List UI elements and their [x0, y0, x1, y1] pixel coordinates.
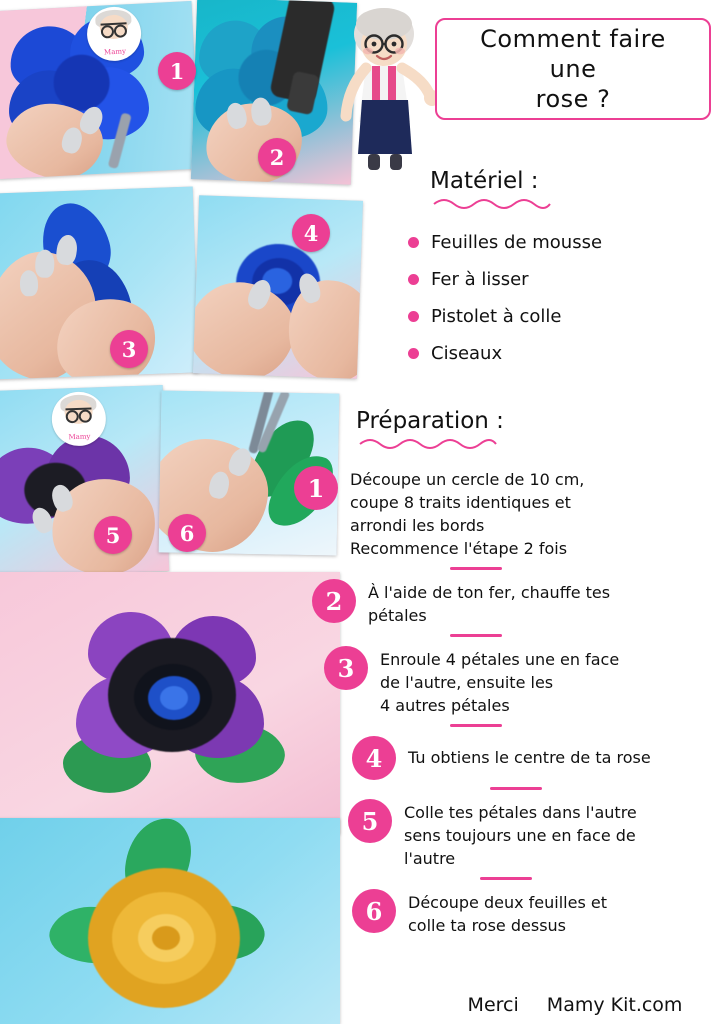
stamp-label-2: Mamy [68, 432, 91, 442]
step-6 [352, 889, 724, 937]
title-box [435, 18, 711, 120]
materials-underline [432, 196, 552, 210]
step-3 [324, 646, 724, 717]
material-label: Pistolet à colle [431, 306, 562, 327]
material-item [408, 343, 708, 364]
purple-rose-image [0, 572, 340, 834]
step-line: colle ta rose dessus [408, 916, 566, 935]
step-number: 4 [352, 736, 396, 780]
footer-thanks: Merci [467, 994, 519, 1016]
footer [430, 994, 720, 1016]
step-number: 5 [348, 799, 392, 843]
step-separator [450, 634, 502, 637]
footer-brand: Mamy Kit.com [546, 994, 683, 1016]
preparation-heading: Préparation : [356, 408, 504, 434]
mamy-kit-stamp-2 [51, 391, 107, 447]
title-line-1: Comment faire [480, 25, 666, 53]
step-line: pétales [368, 606, 427, 625]
step-number: 6 [352, 889, 396, 933]
materials-heading: Matériel : [430, 168, 539, 194]
step-1 [294, 466, 724, 560]
bullet-dot-icon [408, 311, 419, 322]
preparation-steps [307, 466, 724, 943]
step-separator [480, 877, 532, 880]
step-separator [450, 724, 502, 727]
photo-badge-3: 3 [110, 330, 148, 368]
step-2 [312, 579, 724, 627]
step-text [368, 646, 619, 717]
step-line: Tu obtiens le centre de ta rose [408, 748, 651, 767]
step-number: 3 [324, 646, 368, 690]
gold-rose-image [0, 818, 340, 1024]
preparation-underline [358, 436, 498, 450]
step-separator [450, 567, 502, 570]
photo-finished-gold-rose [0, 818, 340, 1024]
step-line: coupe 8 traits identiques et [350, 493, 571, 512]
step-line: Recommence l'étape 2 fois [350, 539, 568, 558]
materials-list [408, 232, 708, 380]
photo-badge-1: 1 [158, 52, 196, 90]
bullet-dot-icon [408, 348, 419, 359]
photo-step-1 [0, 1, 200, 179]
photo-3-image [0, 186, 199, 379]
photo-step-4 [193, 195, 363, 379]
photo-finished-purple-rose [0, 572, 340, 834]
step-5 [348, 799, 724, 870]
step-text [392, 799, 637, 870]
step-line: Colle tes pétales dans l'autre [404, 803, 637, 822]
step-line: Découpe deux feuilles et [408, 893, 608, 912]
step-number: 2 [312, 579, 356, 623]
step-4 [352, 736, 724, 780]
step-line: l'autre [404, 849, 456, 868]
step-line: sens toujours une en face de [404, 826, 636, 845]
photo-badge-4: 4 [292, 214, 330, 252]
step-line: arrondi les bords [350, 516, 485, 535]
bullet-dot-icon [408, 274, 419, 285]
material-item [408, 232, 708, 253]
granny-mascot [332, 4, 442, 174]
step-line: Découpe un cercle de 10 cm, [350, 470, 585, 489]
photo-step-3 [0, 186, 199, 379]
photo-step-5 [0, 385, 169, 577]
glasses-icon [101, 22, 128, 34]
step-text [396, 889, 607, 937]
material-label: Fer à lisser [431, 269, 529, 290]
bullet-dot-icon [408, 237, 419, 248]
photo-badge-2: 2 [258, 138, 296, 176]
step-text [396, 736, 651, 769]
step-line: À l'aide de ton fer, chauffe tes [368, 583, 611, 602]
step-separator [490, 787, 542, 790]
title-line-3: rose ? [535, 85, 611, 113]
step-line: de l'autre, ensuite les [380, 673, 554, 692]
step-number: 1 [294, 466, 338, 510]
material-item [408, 306, 708, 327]
step-line: Enroule 4 pétales une en face [380, 650, 620, 669]
photo-badge-6: 6 [168, 514, 206, 552]
title-line-2: une [549, 55, 597, 83]
stamp-label: Mamy [103, 47, 127, 57]
material-label: Feuilles de mousse [431, 232, 603, 253]
step-text [356, 579, 610, 627]
photo-4-image [193, 195, 363, 379]
material-item [408, 269, 708, 290]
material-label: Ciseaux [431, 343, 503, 364]
step-line: 4 autres pétales [380, 696, 510, 715]
step-text [338, 466, 584, 560]
glasses-icon [65, 407, 91, 419]
photo-badge-5: 5 [94, 516, 132, 554]
